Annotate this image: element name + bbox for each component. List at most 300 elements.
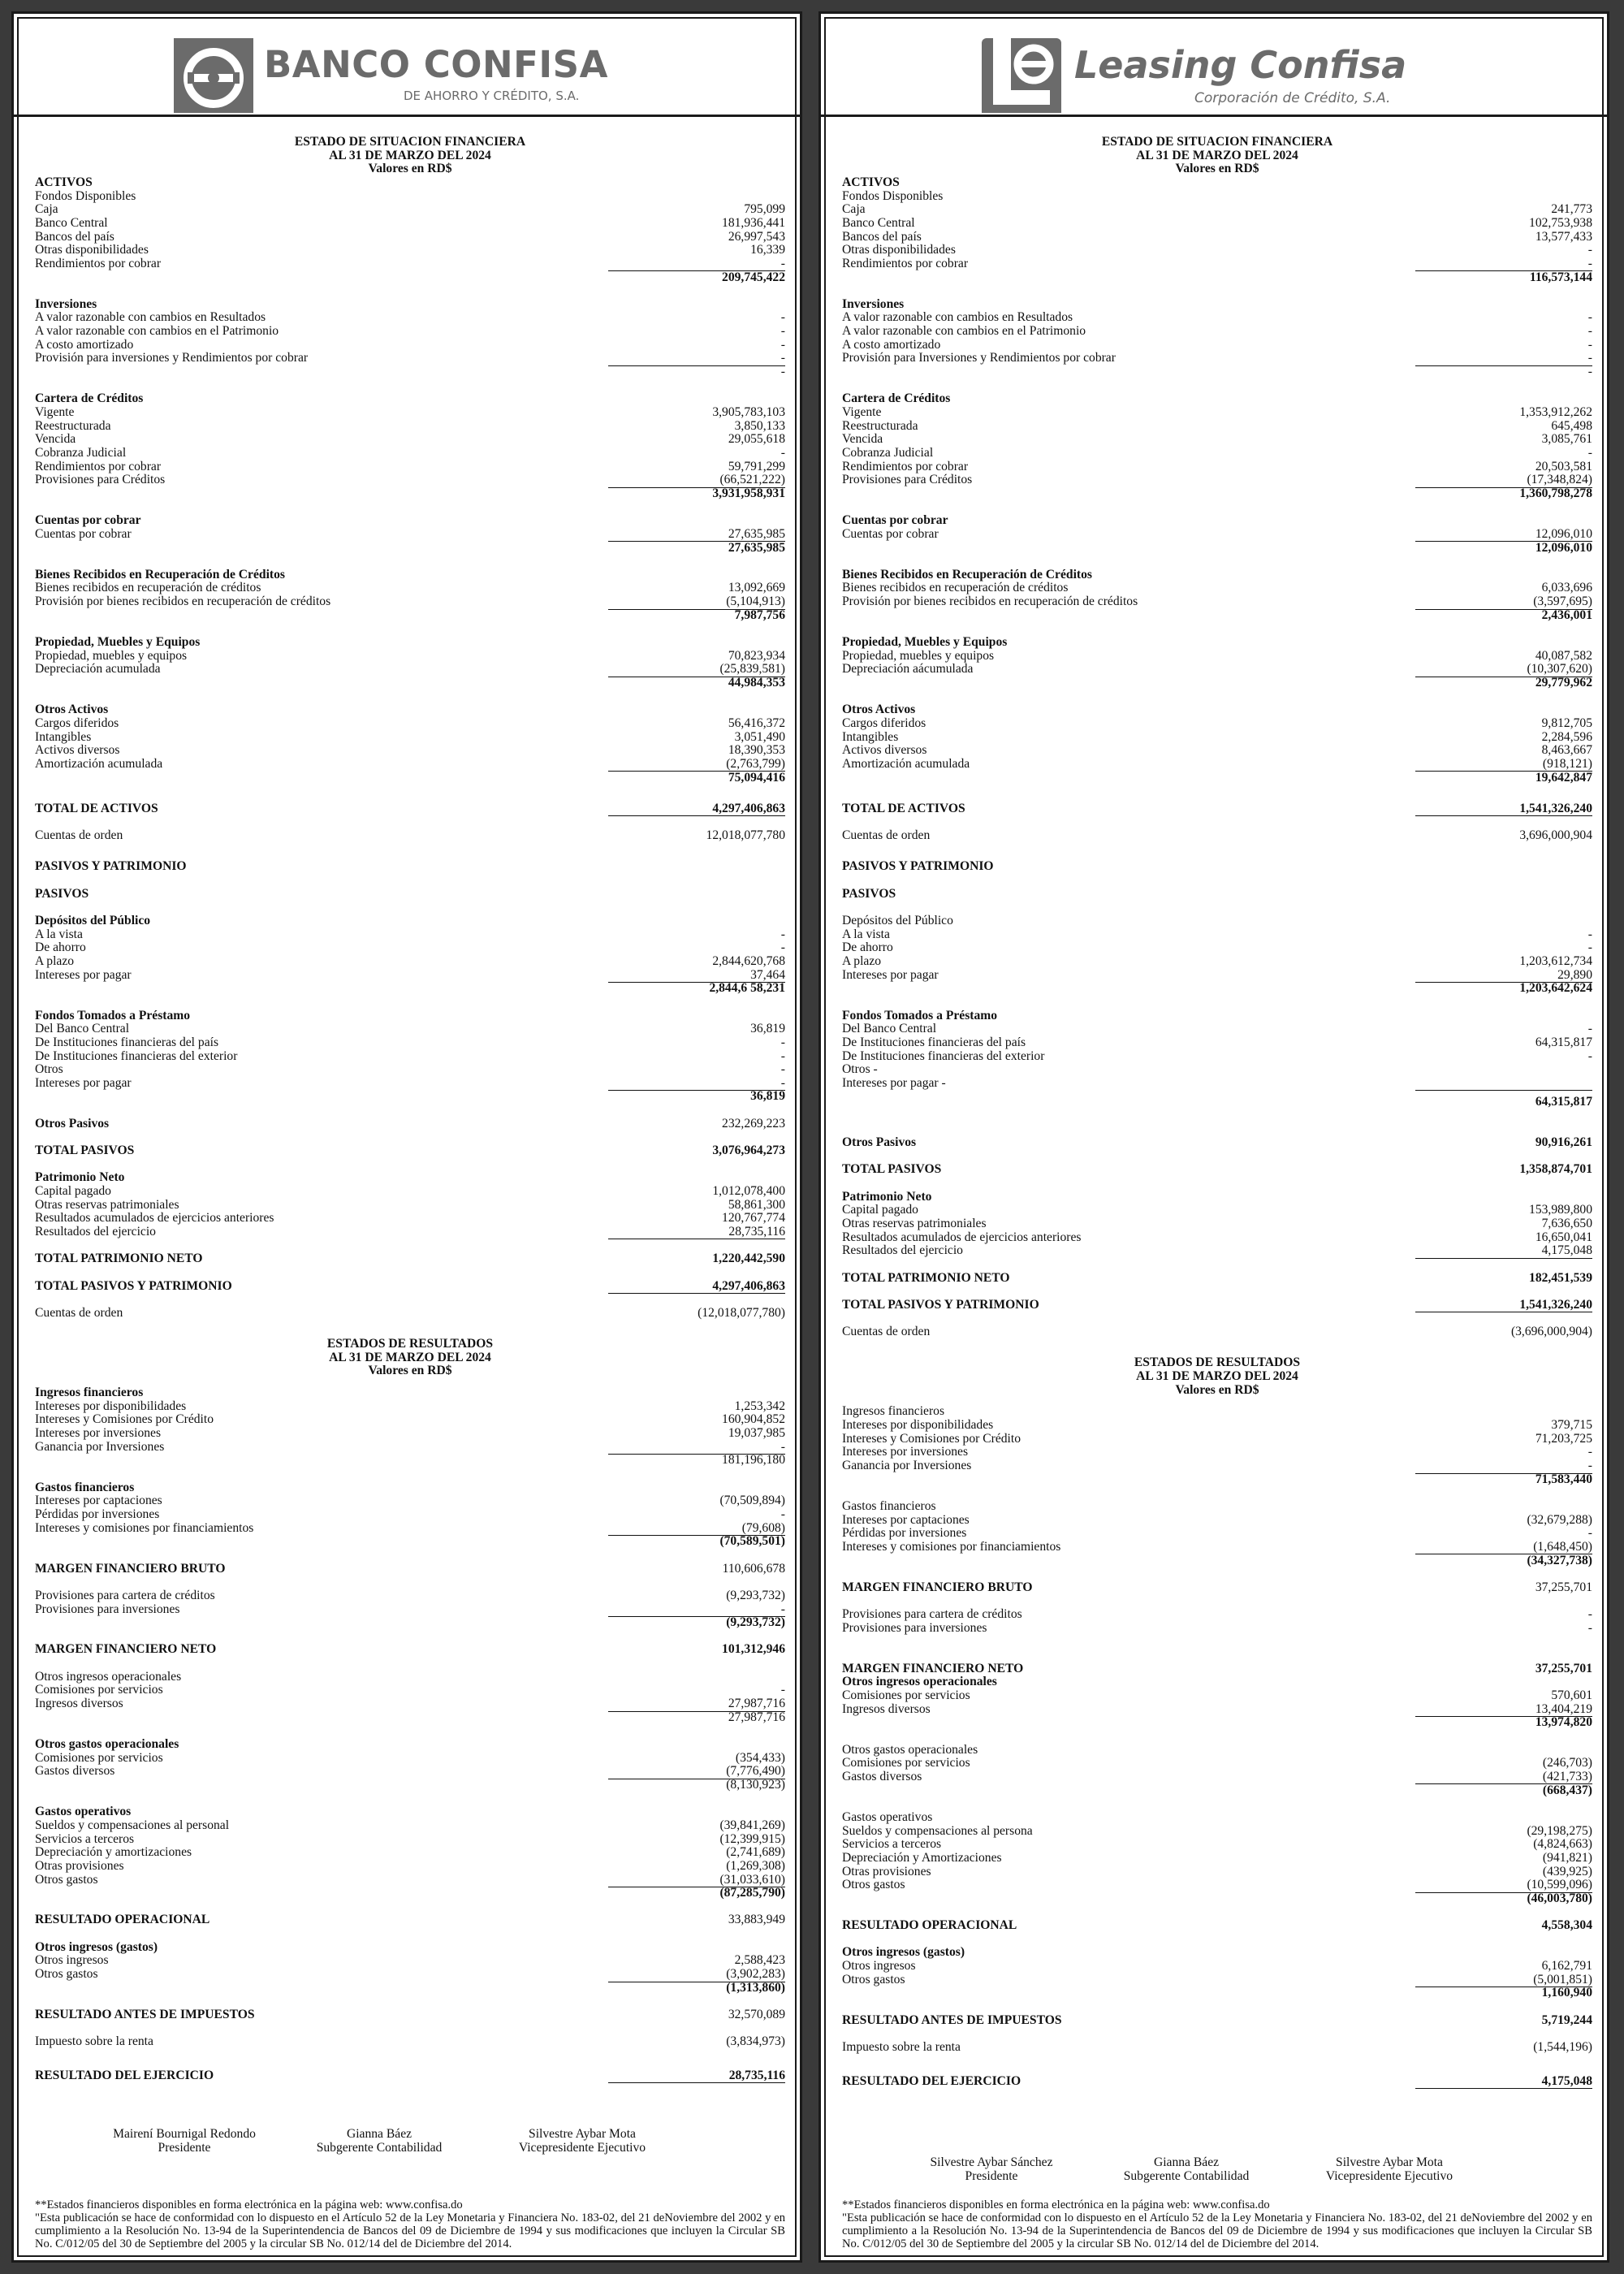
row-label: Inversiones <box>842 296 905 311</box>
row-value: (246,703) <box>1542 1756 1592 1770</box>
row-label: Otros ingresos operacionales <box>842 1675 997 1689</box>
statement-row <box>842 1036 1592 1050</box>
statement-row <box>35 1982 785 1995</box>
statement-row <box>842 392 1592 406</box>
statement-row <box>35 663 785 677</box>
signature-vp <box>489 2127 676 2155</box>
statement-row <box>842 1635 1592 1649</box>
row-label: Rendimientos por cobrar <box>842 256 969 270</box>
statement-row <box>842 1716 1592 1730</box>
row-label: TOTAL PASIVOS <box>35 1143 135 1158</box>
row-value: 37,255,701 <box>1535 1580 1592 1594</box>
row-value: 3,051,490 <box>734 729 785 744</box>
statement-row <box>35 772 785 785</box>
row-label: MARGEN FINANCIERO BRUTO <box>842 1580 1033 1594</box>
row-label: Propiedad, Muebles y Equipos <box>35 635 201 650</box>
row-label: Intangibles <box>35 729 92 744</box>
statement-row <box>35 829 785 843</box>
row-value: 29,890 <box>1557 967 1592 982</box>
row-value: 13,974,820 <box>1535 1715 1592 1730</box>
statement-row <box>35 1738 785 1752</box>
row-label: Otros gastos <box>842 1972 905 1987</box>
row-label: Ingresos diversos <box>842 1701 931 1716</box>
row-value: 26,997,543 <box>728 229 785 244</box>
row-value: - <box>780 324 785 339</box>
row-label: MARGEN FINANCIERO BRUTO <box>35 1561 226 1576</box>
row-value: - <box>1587 310 1592 325</box>
row-value: (4,824,663) <box>1533 1837 1592 1852</box>
row-value: 3,696,000,904 <box>1519 828 1592 843</box>
signature-name: Silvestre Aybar Mota <box>1336 2155 1443 2169</box>
statement-row <box>35 1913 785 1927</box>
statement-title: Valores en RD$ <box>1175 162 1259 176</box>
statement-row <box>842 1050 1592 1064</box>
statement-row <box>842 1974 1592 1987</box>
statement-row <box>842 1987 1592 2000</box>
row-label: Otros ingresos (gastos) <box>842 1945 965 1960</box>
statement-row <box>842 1527 1592 1541</box>
row-value: (12,399,915) <box>719 1831 785 1846</box>
statement-row <box>35 1887 785 1900</box>
row-label: Otros gastos <box>35 1967 98 1982</box>
statement-row <box>842 244 1592 257</box>
statement-row <box>842 1946 1592 1960</box>
row-label: Vigente <box>842 405 882 419</box>
row-value: (421,733) <box>1542 1769 1592 1783</box>
row-value: 2,844,620,768 <box>712 953 785 968</box>
statement-row <box>842 1419 1592 1433</box>
statement-row <box>35 1954 785 1968</box>
row-label: Bienes recibidos en recuperación de créditos <box>35 581 261 595</box>
row-value: (3,902,283) <box>726 1967 785 1982</box>
row-label: ACTIVOS <box>35 175 93 189</box>
signature-accounting <box>1093 2155 1280 2183</box>
statement-row <box>35 1494 785 1508</box>
statement-row <box>35 1603 785 1617</box>
row-value: (1,313,860) <box>726 1980 785 1995</box>
statement-row <box>35 447 785 460</box>
row-value: 40,087,582 <box>1535 648 1592 663</box>
statement-row <box>842 1077 1592 1091</box>
statement-row <box>842 744 1592 758</box>
banco-confisa-panel <box>11 11 802 2263</box>
row-label: Cobranza Judicial <box>35 445 127 460</box>
statement-row <box>842 1136 1592 1150</box>
row-label: A la vista <box>35 927 83 941</box>
row-label: Amortización acumulada <box>842 756 970 771</box>
statement-row <box>35 914 785 928</box>
row-label: Otros gastos operacionales <box>35 1737 179 1752</box>
statement-row <box>842 1784 1592 1798</box>
statement-row <box>35 1684 785 1697</box>
statement-row <box>842 663 1592 677</box>
row-value: (46,003,780) <box>1527 1891 1592 1905</box>
row-label: Otras disponibilidades <box>842 243 956 257</box>
row-label: Provisión por bienes recibidos en recuperación de créditos <box>35 594 331 609</box>
statement-row <box>842 717 1592 731</box>
subtotal-rule <box>1415 1258 1592 1259</box>
row-value: (1,544,196) <box>1533 2039 1592 2054</box>
statement-row <box>842 1703 1592 1717</box>
statement-row <box>35 1860 785 1874</box>
statement-row <box>842 1892 1592 1906</box>
row-label: Fondos Tomados a Préstamo <box>35 1008 191 1022</box>
row-label: Cuentas de orden <box>35 1305 123 1320</box>
row-value: (9,293,732) <box>726 1588 785 1602</box>
row-value: 181,196,180 <box>722 1453 785 1468</box>
statement-row <box>842 941 1592 955</box>
row-value: - <box>780 256 785 270</box>
statement-row <box>35 231 785 244</box>
row-label: Caja <box>842 202 866 217</box>
statement-row <box>842 1514 1592 1528</box>
row-label: Cargos diferidos <box>842 715 926 730</box>
row-value: 90,916,261 <box>1535 1135 1592 1150</box>
statement-row <box>842 595 1592 609</box>
footnote-legal: "Esta publicación se hace de conformidad con lo dispuesto en el Artículo 52 de la Ley Monetaria y Financiera No. 183-02, del 21 deNoviembre del 2002 y en cumplimiento a la Resolución No. 13-94 de la Superintendencia de Bancos del 09 de Diciembre de 1994 y sus modificaciones que incluyen la Circular SB No. C/012/05 del 30 de Septiembre del 2005 y la circular SB No. 012/14 del de Diciembre del 2014. <box>35 2211 785 2250</box>
statement-row <box>842 2041 1592 2055</box>
statement-title: Valores en RD$ <box>368 1364 452 1378</box>
statement-row <box>35 581 785 595</box>
statement-row <box>35 542 785 556</box>
row-value: (5,001,851) <box>1533 1972 1592 1987</box>
statement-row <box>35 1427 785 1441</box>
row-value: (3,834,973) <box>726 2034 785 2049</box>
statement-row <box>35 955 785 969</box>
row-label: Impuesto sobre la renta <box>35 2034 153 2049</box>
statement-row <box>35 1589 785 1603</box>
row-label: Pérdidas por inversiones <box>842 1526 967 1541</box>
statement-row <box>842 542 1592 556</box>
statement-row <box>35 352 785 365</box>
statement-row <box>842 888 1592 901</box>
row-label: A plazo <box>35 953 75 968</box>
row-value: 36,819 <box>750 1089 785 1104</box>
row-value: (12,018,077,780) <box>698 1305 785 1320</box>
statement-row <box>842 1405 1592 1419</box>
statement-row <box>842 1473 1592 1487</box>
row-value: 241,773 <box>1551 202 1592 217</box>
statement-row <box>35 1535 785 1549</box>
row-value: 3,085,761 <box>1541 432 1592 447</box>
row-value: (1,648,450) <box>1533 1539 1592 1554</box>
row-label: De ahorro <box>35 940 86 955</box>
statement-row <box>35 514 785 528</box>
row-value: - <box>1587 1022 1592 1036</box>
row-label: Cuentas de orden <box>842 828 931 843</box>
row-value: 1,203,612,734 <box>1519 953 1592 968</box>
row-value: 3,905,783,103 <box>712 405 785 419</box>
statement-row <box>35 1711 785 1725</box>
row-value: (70,509,894) <box>719 1494 785 1508</box>
row-value: (87,285,790) <box>719 1886 785 1900</box>
row-value: (17,348,824) <box>1527 473 1592 487</box>
row-value: 59,791,299 <box>728 459 785 473</box>
row-value: (70,589,501) <box>719 1534 785 1549</box>
row-label: Activos diversos <box>35 743 120 758</box>
statement-row <box>35 1941 785 1955</box>
row-label: Bancos del país <box>842 229 922 244</box>
row-value: - <box>1587 1526 1592 1541</box>
row-value: 75,094,416 <box>728 770 785 785</box>
row-value: 1,353,912,262 <box>1519 405 1592 419</box>
statement-row <box>35 365 785 379</box>
row-label: Intereses por captaciones <box>35 1494 162 1508</box>
statement-row <box>35 969 785 983</box>
row-label: Pérdidas por inversiones <box>35 1507 160 1521</box>
statement-row <box>842 352 1592 365</box>
row-label: Otros gastos <box>842 1878 905 1892</box>
row-value: 2,588,423 <box>734 1953 785 1968</box>
row-label: Vigente <box>35 405 75 419</box>
row-value: - <box>1587 1048 1592 1063</box>
row-label: Comisiones por servicios <box>842 1688 970 1703</box>
statement-row <box>842 758 1592 772</box>
row-label: Resultados del ejercicio <box>842 1243 963 1258</box>
statement-row <box>35 677 785 690</box>
signature-accounting <box>286 2127 473 2155</box>
row-label: Ganancia por Inversiones <box>842 1459 972 1473</box>
statement-row <box>35 1022 785 1036</box>
statement-row <box>35 1226 785 1239</box>
row-value: (25,839,581) <box>719 662 785 677</box>
row-value: 64,315,817 <box>1535 1035 1592 1049</box>
statement-row <box>842 1191 1592 1204</box>
row-label: Reestructurada <box>842 418 918 433</box>
statement-row <box>35 595 785 609</box>
statement-row <box>842 1231 1592 1245</box>
row-value: - <box>1587 337 1592 352</box>
row-value: (3,696,000,904) <box>1510 1325 1592 1339</box>
row-label: Servicios a terceros <box>842 1837 942 1852</box>
row-value: (1,269,308) <box>726 1858 785 1873</box>
row-value: - <box>1587 927 1592 941</box>
statement-row <box>35 271 785 285</box>
row-value: 181,936,441 <box>722 215 785 230</box>
statement-row <box>35 2008 785 2022</box>
row-label: Capital pagado <box>842 1203 918 1217</box>
statement-row <box>35 433 785 447</box>
row-label: De Instituciones financieras del exterior <box>842 1048 1045 1063</box>
row-label: Otros ingresos (gastos) <box>35 1939 158 1954</box>
row-value: 101,312,946 <box>722 1642 785 1657</box>
statement-row <box>842 1919 1592 1933</box>
statement-row <box>842 636 1592 650</box>
row-label: RESULTADO ANTES DE IMPUESTOS <box>842 2012 1062 2027</box>
statement-row <box>842 609 1592 623</box>
row-value: (79,608) <box>741 1520 785 1535</box>
row-value: 4,175,048 <box>1541 2073 1592 2088</box>
statement-row <box>35 190 785 204</box>
row-value: 44,984,353 <box>728 676 785 690</box>
row-value: 232,269,223 <box>722 1116 785 1131</box>
statement-row <box>35 860 785 874</box>
statement-title: ESTADO DE SITUACION FINANCIERA <box>1101 135 1333 149</box>
statement-row <box>842 433 1592 447</box>
subtotal-rule <box>608 1293 785 1294</box>
row-value: 27,635,985 <box>728 540 785 555</box>
row-label: TOTAL PATRIMONIO NETO <box>842 1270 1010 1285</box>
row-value: 6,162,791 <box>1541 1959 1592 1974</box>
statement-row <box>842 2014 1592 2028</box>
row-value: 2,284,596 <box>1541 729 1592 744</box>
row-label: RESULTADO DEL EJERCICIO <box>35 2068 214 2082</box>
row-label: Cargos diferidos <box>35 715 119 730</box>
statement-row <box>842 1960 1592 1974</box>
row-value: 37,464 <box>750 967 785 982</box>
subtotal-rule <box>1415 1090 1592 1091</box>
signature-president <box>898 2155 1085 2183</box>
statement-row <box>35 802 785 816</box>
statement-row <box>35 1118 785 1131</box>
row-label: Cuentas de orden <box>35 828 123 843</box>
statement-row <box>35 1400 785 1414</box>
row-label: PASIVOS Y PATRIMONIO <box>35 859 187 874</box>
row-value: - <box>1587 243 1592 257</box>
statement-row <box>35 1616 785 1630</box>
statement-row <box>842 1608 1592 1622</box>
row-value: 116,573,144 <box>1529 270 1592 284</box>
row-label: RESULTADO ANTES DE IMPUESTOS <box>35 2008 255 2022</box>
row-label: A valor razonable con cambios en el Patrimonio <box>842 324 1086 339</box>
row-label: Del Banco Central <box>842 1022 937 1036</box>
statement-row <box>842 257 1592 271</box>
row-label: Provisión para Inversiones y Rendimientos por cobrar <box>842 351 1116 365</box>
statement-row <box>842 1325 1592 1339</box>
row-value: - <box>1587 940 1592 955</box>
statement-row <box>35 1441 785 1455</box>
row-label: Intereses por pagar <box>35 967 132 982</box>
row-value: (31,033,610) <box>719 1872 785 1887</box>
row-label: Comisiones por servicios <box>35 1683 163 1697</box>
row-value: 29,055,618 <box>728 432 785 447</box>
footnote-legal: "Esta publicación se hace de conformidad con lo dispuesto en el Artículo 52 de la Ley Monetaria y Financiera No. 183-02, del 21 deNoviembre del 2002 y en cumplimiento a la Resolución No. 13-94 de la Superintendencia de Bancos del 09 de Diciembre de 1994 y sus modificaciones que incluyen la Circular SB No. C/012/05 del 30 de Septiembre del 2005 y la circular SB No. 012/14 del de Diciembre del 2014. <box>842 2211 1592 2250</box>
statement-row <box>35 1846 785 1860</box>
row-value: 153,989,800 <box>1529 1203 1592 1217</box>
row-label: Gastos operativos <box>35 1805 132 1819</box>
row-label: Cartera de Créditos <box>35 391 144 406</box>
row-value: 4,558,304 <box>1541 1918 1592 1933</box>
row-value: (354,433) <box>735 1750 785 1765</box>
row-label: Rendimientos por cobrar <box>35 459 162 473</box>
statement-row <box>35 1805 785 1819</box>
statement-row <box>842 1838 1592 1852</box>
row-label: Fondos Disponibles <box>35 188 136 203</box>
row-value: 1,358,874,701 <box>1519 1162 1592 1177</box>
row-value: 3,931,958,931 <box>712 486 785 500</box>
signature-role: Subgerente Contabilidad <box>1123 2169 1250 2183</box>
statement-row <box>842 1272 1592 1286</box>
statement-row <box>35 1185 785 1199</box>
row-value: - <box>1587 445 1592 460</box>
statement-row <box>35 982 785 996</box>
statement-row <box>35 473 785 487</box>
statement-row <box>842 1852 1592 1865</box>
statement-row <box>35 1009 785 1023</box>
statement-row <box>842 231 1592 244</box>
statement-row <box>35 1697 785 1711</box>
row-value: - <box>780 1062 785 1077</box>
statement-row <box>842 271 1592 285</box>
statement-row <box>35 1252 785 1266</box>
statement-row <box>35 298 785 312</box>
row-value: - <box>780 1602 785 1616</box>
signature-name: Silvestre Aybar Mota <box>529 2127 636 2141</box>
statement-row <box>842 1009 1592 1023</box>
row-label: Otras reservas patrimoniales <box>842 1217 987 1230</box>
statement-row <box>842 365 1592 379</box>
row-label: Resultados del ejercicio <box>35 1224 156 1239</box>
row-value: - <box>780 1075 785 1090</box>
statement-row <box>35 325 785 339</box>
row-value: 4,297,406,863 <box>712 1278 785 1293</box>
row-value: 4,297,406,863 <box>712 801 785 815</box>
subtotal-rule <box>1415 815 1592 816</box>
row-label: De Instituciones financieras del país <box>35 1035 219 1049</box>
statement-row <box>35 636 785 650</box>
signature-role: Subgerente Contabilidad <box>316 2141 443 2155</box>
row-value: 110,606,678 <box>722 1561 785 1576</box>
row-value: - <box>1587 256 1592 270</box>
row-label: Gastos financieros <box>35 1480 135 1494</box>
row-label: Resultados acumulados de ejercicios anteriores <box>35 1211 274 1226</box>
row-label: Del Banco Central <box>35 1022 130 1036</box>
statement-row <box>35 1643 785 1657</box>
row-value: 12,018,077,780 <box>706 828 785 843</box>
statement-row <box>842 339 1592 352</box>
row-value: 16,339 <box>750 243 785 257</box>
row-value: - <box>1587 1459 1592 1473</box>
statement-row <box>842 1244 1592 1258</box>
statement-row <box>842 928 1592 942</box>
statement-row <box>35 1874 785 1887</box>
row-label: Ingresos financieros <box>35 1386 144 1400</box>
statement-row <box>35 1508 785 1522</box>
statement-row <box>842 914 1592 928</box>
brand-name: Leasing Confisa <box>1074 43 1407 87</box>
brand-subtitle: DE AHORRO Y CRÉDITO, S.A. <box>404 89 580 103</box>
row-label: PASIVOS Y PATRIMONIO <box>842 859 994 874</box>
statement-row <box>842 982 1592 996</box>
row-label: Intereses por pagar - <box>842 1075 946 1090</box>
row-label: RESULTADO DEL EJERCICIO <box>842 2073 1021 2088</box>
row-label: Amortización acumulada <box>35 756 163 771</box>
statement-row <box>35 176 785 190</box>
row-label: Cuentas por cobrar <box>842 526 939 541</box>
statement-row <box>842 1459 1592 1473</box>
row-value: 1,203,642,624 <box>1519 981 1592 996</box>
row-value: (10,307,620) <box>1527 662 1592 677</box>
statement-row <box>35 528 785 542</box>
row-value: 64,315,817 <box>1535 1095 1592 1109</box>
signature-role: Vicepresidente Ejecutivo <box>1325 2169 1453 2183</box>
row-label: Bienes Recibidos en Recuperación de Créditos <box>842 567 1092 581</box>
statement-row <box>842 1581 1592 1595</box>
footnote-web: **Estados financieros disponibles en forma electrónica en la página web: www.confisa.do <box>842 2198 1270 2211</box>
statement-row <box>842 860 1592 874</box>
statement-row <box>35 568 785 582</box>
row-value: - <box>780 1035 785 1049</box>
row-value: 1,012,078,400 <box>712 1184 785 1199</box>
statement-row <box>35 1307 785 1321</box>
row-value: - <box>780 1683 785 1697</box>
row-value: - <box>780 337 785 352</box>
row-value: 1,360,798,278 <box>1519 486 1592 500</box>
row-value: - <box>1587 1445 1592 1459</box>
row-value: (3,597,695) <box>1533 594 1592 609</box>
row-value: (439,925) <box>1542 1864 1592 1878</box>
statement-row <box>842 1757 1592 1770</box>
